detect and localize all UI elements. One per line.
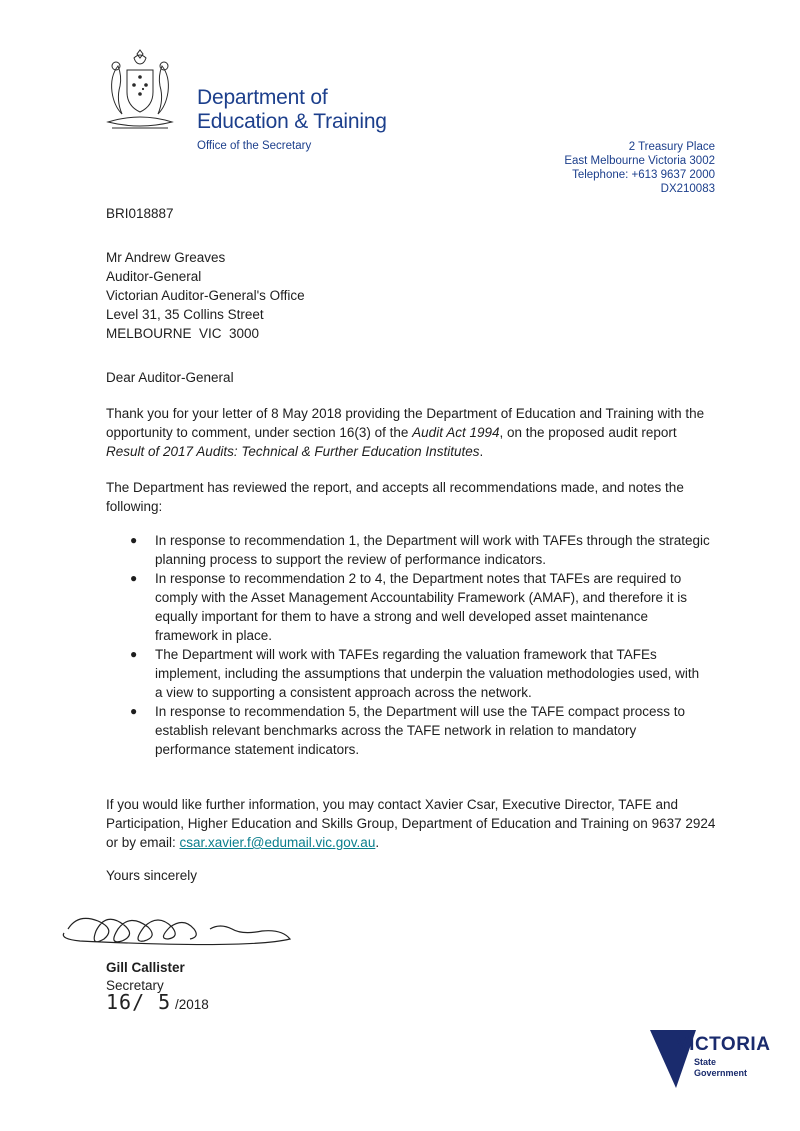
contact-text-end: . — [375, 835, 380, 850]
signatory-name: Gill Callister — [106, 960, 185, 975]
salutation: Dear Auditor-General — [106, 370, 234, 385]
report-title: Result of 2017 Audits: Technical & Further Education Institutes — [106, 444, 480, 459]
paragraph-intro — [106, 404, 706, 461]
recipient-address — [106, 248, 305, 343]
bullet-icon: ● — [130, 533, 138, 547]
contact-text: If you would like further information, you may contact Xavier Csar, Executive Director, TAFE and Participation, Higher Education and Skills Group, Department of Education and Training on 9637 2924 or by email: — [106, 797, 716, 850]
signatory-title: Secretary — [106, 978, 164, 993]
list-item-text: The Department will work with TAFEs regarding the valuation framework that TAFEs implement, including the assumptions that underpin the valuation methodologies used, with a view to supporting a consistent approach across the network. — [155, 647, 700, 700]
recipient-line: Mr Andrew Greaves — [106, 250, 226, 265]
list-item-text: In response to recommendation 5, the Department will use the TAFE compact process to establish relevant benchmarks across the TAFE network in relation to mandatory performance statement indicators. — [155, 704, 686, 757]
address-line: 2 Treasury Place — [628, 141, 715, 153]
department-name — [197, 86, 387, 134]
recipient-line: Level 31, 35 Collins Street — [106, 307, 264, 322]
address-line: East Melbourne Victoria 3002 — [564, 155, 715, 167]
address-line: DX210083 — [660, 183, 715, 195]
department-line-2: Education & Training — [197, 110, 387, 133]
logo-word: VICTORIA — [676, 1034, 771, 1055]
sender-address — [564, 140, 715, 196]
paragraph-response: The Department has reviewed the report, and accepts all recommendations made, and notes the following: — [106, 480, 684, 514]
date-year: /2018 — [171, 997, 209, 1012]
closing: Yours sincerely — [106, 868, 198, 883]
office-name: Office of the Secretary — [197, 140, 312, 152]
signature-date — [106, 990, 209, 1014]
address-line: Telephone: +613 9637 2000 — [572, 169, 715, 181]
bullet-icon: ● — [130, 647, 138, 661]
list-item — [130, 569, 710, 645]
email-link[interactable]: csar.xavier.f@edumail.vic.gov.au — [179, 835, 376, 850]
coat-of-arms-crest-icon — [100, 44, 180, 136]
intro-text: , on the proposed audit report — [499, 425, 677, 440]
recommendations-list — [130, 531, 710, 759]
recipient-line: Auditor-General — [106, 269, 202, 284]
bullet-icon: ● — [130, 571, 138, 585]
paragraph-contact — [106, 795, 716, 852]
victoria-state-government-logo-icon — [648, 1028, 778, 1090]
recipient-line: MELBOURNE VIC 3000 — [106, 326, 260, 341]
list-item — [130, 531, 710, 569]
reference-number: BRI018887 — [106, 206, 174, 221]
intro-text: . — [479, 444, 484, 459]
logo-line-1: State — [694, 1057, 717, 1067]
department-line-1: Department of — [197, 86, 328, 109]
list-item-text: In response to recommendation 1, the Department will work with TAFEs through the strategic planning process to support the review of performance indicators. — [155, 533, 710, 567]
logo-line-2: Government — [694, 1068, 748, 1078]
list-item-text: In response to recommendation 2 to 4, the Department notes that TAFEs are required to comply with the Asset Management Accountability Framework (AMAF), and therefore it is equally important for them to have a strong and well developed asset maintenance framework in place. — [155, 571, 687, 643]
signature-icon — [60, 905, 310, 955]
bullet-icon: ● — [130, 704, 138, 718]
intro-text: Thank you for your letter of 8 May 2018 providing the Department of Education and Training with the opportunity to comment, under section 16(3) of the — [106, 406, 705, 440]
list-item — [130, 645, 710, 702]
recipient-line: Victorian Auditor-General's Office — [106, 288, 305, 303]
act-title: Audit Act 1994 — [412, 425, 500, 440]
handwritten-date: 16/ 5 — [106, 990, 172, 1014]
list-item — [130, 702, 710, 759]
